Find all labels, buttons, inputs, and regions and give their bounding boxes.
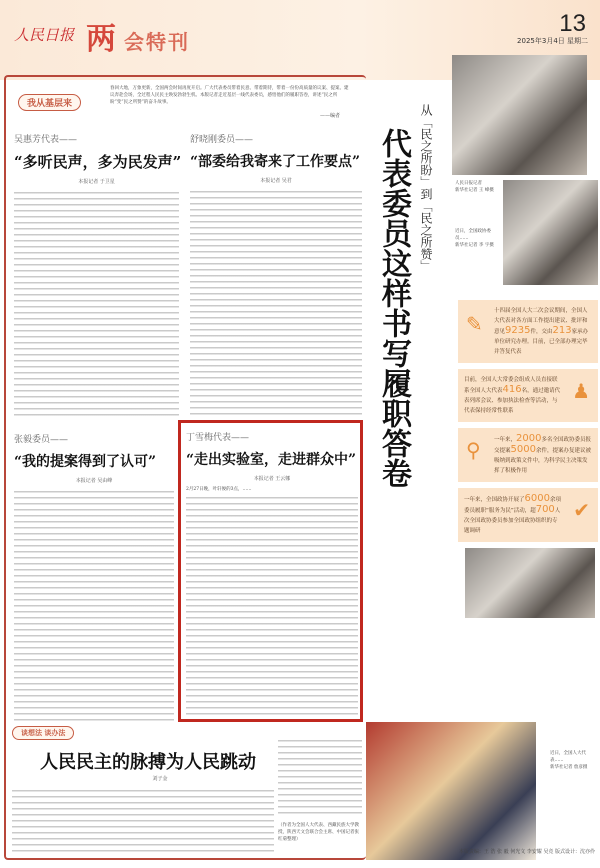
article-ding bbox=[186, 430, 358, 715]
info-text: 家承办单位研究办理。目前，已全部办理完毕并答复代表 bbox=[494, 329, 589, 355]
info-boxes bbox=[458, 300, 598, 618]
caption-credit: 新华社记者 王 峰摄 bbox=[455, 188, 494, 193]
info-text: 一年来，全国政协开展了 bbox=[464, 497, 525, 503]
article-byline: 本报记者 吴由峰 bbox=[75, 478, 113, 484]
section-title-big: 两 bbox=[86, 22, 118, 57]
info-number: 213 bbox=[552, 325, 572, 336]
article-wu bbox=[14, 132, 182, 420]
info-number: 6000 bbox=[524, 493, 550, 504]
caption-text: 近日，全国人大代表…… bbox=[550, 751, 586, 763]
article-headline: “我的提案得到了认可” bbox=[14, 454, 157, 470]
photo-two-men bbox=[503, 180, 598, 285]
photo-caption bbox=[550, 750, 595, 771]
article-body bbox=[14, 190, 179, 420]
meeting-icon: ♟ bbox=[572, 379, 590, 403]
section-title-rest: 会特刊 bbox=[124, 30, 190, 54]
caption-credit: 新华社记者 詹彦摄 bbox=[550, 765, 588, 770]
article-byline: 本报记者 吴君 bbox=[260, 178, 292, 184]
bottom-note: （作者为全国人大代表、西藏民族大学教授，陕西天文会联合会主席、中国记者张红菊整理） bbox=[278, 823, 359, 842]
article-byline: 本报记者 于卫星 bbox=[78, 179, 115, 185]
article-headline: “多听民声，多为民发声” bbox=[14, 153, 182, 171]
newspaper-logo: 人民日报 bbox=[14, 26, 75, 44]
info-text: 一年来， bbox=[494, 437, 517, 443]
document-check-icon: ✔ bbox=[573, 498, 590, 522]
info-number: 700 bbox=[535, 504, 555, 515]
info-text: 多名全国政协委员报交提案 bbox=[494, 437, 591, 454]
bottom-tag: 谈想法 谈办法 bbox=[12, 726, 74, 740]
info-text: 余项委员履职“服务为民”活动，超 bbox=[464, 497, 561, 514]
info-box-activities bbox=[458, 488, 598, 542]
bottom-byline: 刘子金 bbox=[152, 776, 168, 782]
feature-tag: 我从基层来 bbox=[18, 94, 81, 111]
info-number: 2000 bbox=[516, 433, 542, 444]
info-text: 目前，全国人大常委会组成人员直接联系全国人大代表 bbox=[464, 377, 558, 394]
feature-title: 代表委员这样书写履职答卷 bbox=[376, 128, 411, 488]
article-shu bbox=[190, 132, 362, 419]
photo-canteen bbox=[366, 722, 536, 860]
article-headline: “走出实验室，走进群众中” bbox=[186, 452, 357, 468]
document-search-icon: ⚲ bbox=[466, 438, 481, 462]
info-box-contacts bbox=[458, 369, 598, 422]
bottom-body-right bbox=[278, 738, 362, 818]
caption-text: 近日，全国政协委员…… bbox=[455, 229, 491, 241]
photo-caption bbox=[455, 228, 500, 249]
caption-credit: 新华社记者 李 宇摄 bbox=[455, 243, 494, 248]
article-headline: “部委给我寄来了工作要点” bbox=[190, 154, 361, 170]
info-number: 416 bbox=[502, 384, 522, 395]
article-zhang bbox=[14, 432, 174, 724]
article-kicker: 吴惠芳代表—— bbox=[14, 135, 78, 145]
info-box-proposals bbox=[458, 428, 598, 482]
feature-subtitle: 从「民之所盼」到「民之所赞」 bbox=[419, 104, 433, 272]
info-text: 人次全国政协委员参加全国政协组织的专题调研 bbox=[464, 508, 561, 534]
document-pen-icon: ✎ bbox=[466, 312, 483, 336]
article-byline: 本报记者 王云娜 bbox=[253, 476, 291, 482]
caption-text: 人民日报记者 bbox=[455, 181, 482, 186]
page-credits: 本版责编：王 浩 张 毅 何光文 李安耀 吴竞 版式设计：沈亦伶 bbox=[458, 849, 595, 855]
info-box-suggestions bbox=[458, 300, 598, 363]
photo-meeting bbox=[465, 548, 595, 618]
info-number: 9235 bbox=[505, 325, 531, 336]
info-text: 名，通过邀请代表列席会议、参加执法检查等活动，与代表保持经常性联系 bbox=[464, 388, 561, 414]
info-text: 十四届全国人大二次会议期间，全国人大代表对各方面工作提出建议、批评和意见 bbox=[494, 308, 588, 335]
info-number: 5000 bbox=[510, 444, 536, 455]
article-body bbox=[186, 495, 358, 715]
feature-intro: 春回大地，万象更新，全国两会时间再度开启。广大代表委员带着民意、带着期待，带着一份份高质量的议案、提案、建议奔赴会场，全过程人民民主焕发勃勃生机。本版记者走近基层一线代表委员，感悟他们的履职答卷，讲述“民之所盼”变“民之所赞”的奋斗故事。 bbox=[110, 86, 349, 105]
article-kicker: 丁雪梅代表—— bbox=[186, 433, 250, 443]
photo-two-women bbox=[452, 55, 587, 175]
bottom-body bbox=[12, 788, 274, 853]
intro-sign: ——编者 bbox=[320, 113, 341, 119]
issue-date: 2025年3月4日 星期二 bbox=[517, 37, 588, 45]
article-lead: 2月27日晚，叶轩俊的3点，…… bbox=[186, 487, 252, 492]
info-text: 余件，提案办复建议被吸纳到政策文件中，为科学民主决策发挥了积极作用 bbox=[494, 448, 591, 474]
article-body bbox=[14, 489, 174, 724]
article-kicker: 张毅委员—— bbox=[14, 435, 69, 445]
page-number: 13 bbox=[559, 10, 586, 37]
article-body bbox=[190, 189, 362, 419]
article-kicker: 舒晓刚委员—— bbox=[190, 135, 254, 145]
photo-caption bbox=[455, 180, 500, 194]
info-text: 件，交由 bbox=[530, 329, 553, 335]
bottom-headline: 人民民主的脉搏为人民跳动 bbox=[40, 752, 256, 773]
